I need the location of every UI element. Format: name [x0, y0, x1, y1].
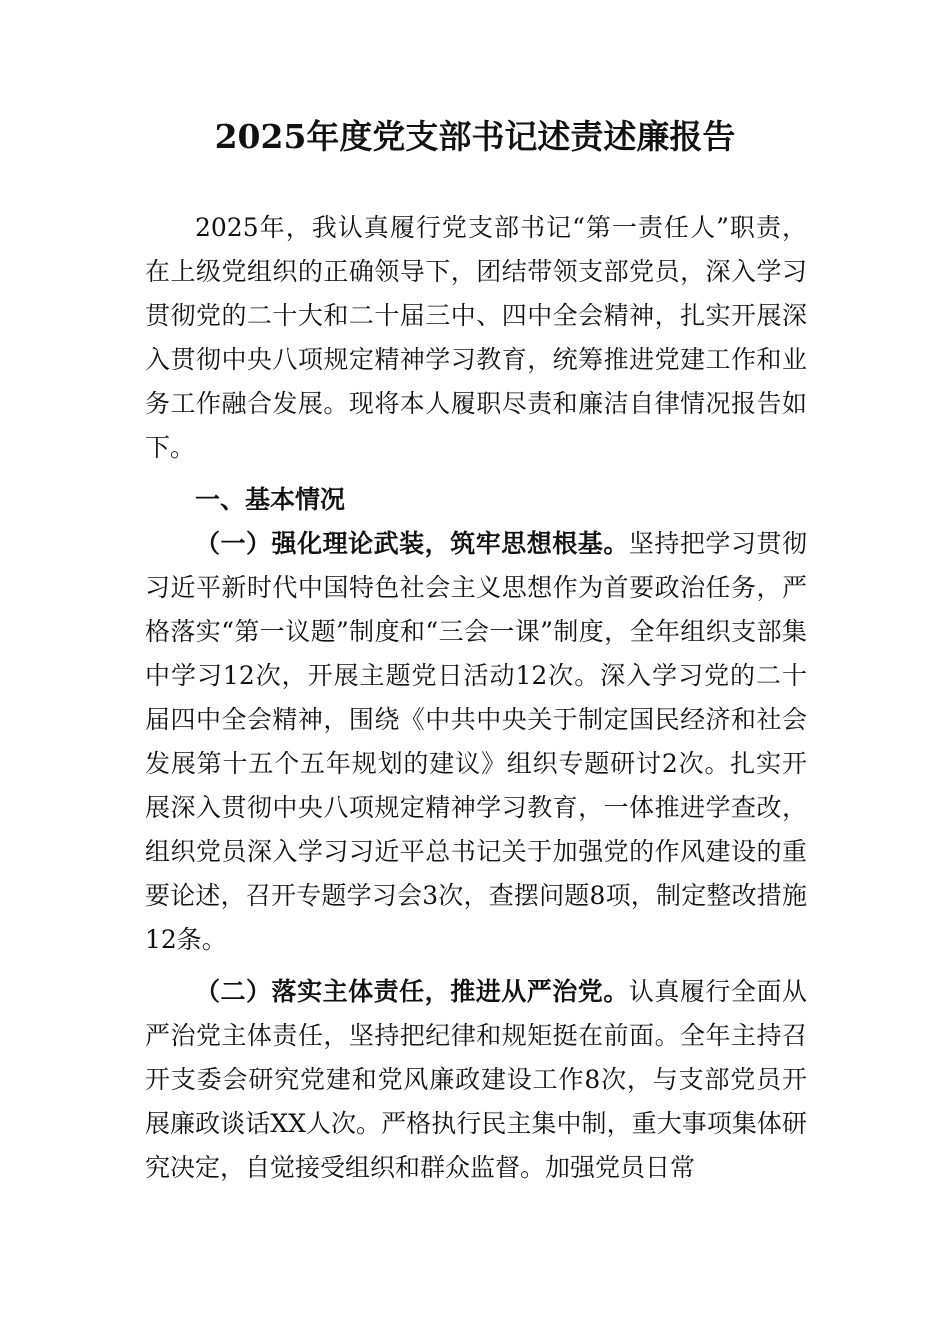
document-title: 2025年度党支部书记述责述廉报告	[214, 117, 736, 156]
item-lead-theory: （一）强化理论武装，筑牢思想根基。	[195, 529, 629, 558]
document-body	[145, 206, 807, 1190]
item-lead-responsibility: （二）落实主体责任，推进从严治党。	[195, 977, 629, 1006]
item-paragraph-responsibility	[145, 970, 807, 1190]
section-heading-basic-situation: 一、基本情况	[195, 485, 346, 514]
intro-paragraph: 2025年，我认真履行党支部书记“第一责任人”职责，在上级党组织的正确领导下，团结带领支部党员，深入学习贯彻党的二十大和二十届三中、四中全会精神，扎实开展深入贯彻中央八项规定精神学习教育，统筹推进党建工作和业务工作融合发展。现将本人履职尽责和廉洁自律情况报告如下。	[145, 213, 807, 462]
item-text-responsibility: 认真履行全面从严治党主体责任，坚持把纪律和规矩挺在前面。全年主持召开支委会研究党建和党风廉政建设工作8次，与支部党员开展廉政谈话XX人次。严格执行民主集中制，重大事项集体研究决定，自觉接受组织和群众监督。加强党员日常	[145, 977, 807, 1182]
item-text-theory: 坚持把学习贯彻习近平新时代中国特色社会主义思想作为首要政治任务，严格落实“第一议题”制度和“三会一课”制度，全年组织支部集中学习12次，开展主题党日活动12次。深入学习党的二十届四中全会精神，围绕《中共中央关于制定国民经济和社会发展第十五个五年规划的建议》组织专题研讨2次。扎实开展深入贯彻中央八项规定精神学习教育，一体推进学查改，组织党员深入学习习近平总书记关于加强党的作风建设的重要论述，召开专题学习会3次，查摆问题8项，制定整改措施12条。	[145, 529, 807, 954]
item-paragraph-theory	[145, 522, 807, 962]
